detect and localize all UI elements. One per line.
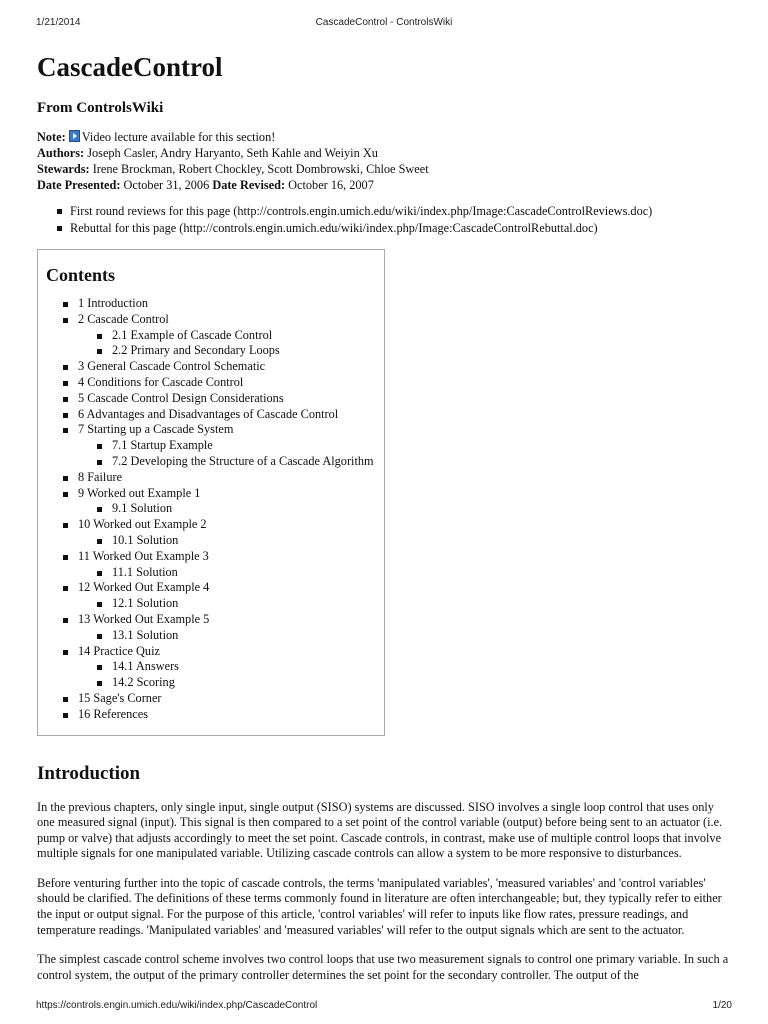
toc-item[interactable]: 7 Starting up a Cascade System	[46, 422, 384, 438]
review-links	[37, 203, 733, 237]
toc-subitem[interactable]: 10.1 Solution	[46, 533, 384, 549]
toc-subitem[interactable]: 11.1 Solution	[46, 565, 384, 581]
note-text[interactable]: Video lecture available for this section!	[81, 130, 276, 144]
toc-item[interactable]: 4 Conditions for Cascade Control	[46, 375, 384, 391]
toc-item[interactable]: 9 Worked out Example 1	[46, 486, 384, 502]
toc-subitem[interactable]: 2.1 Example of Cascade Control	[46, 328, 384, 344]
toc-item[interactable]: 1 Introduction	[46, 296, 384, 312]
toc-item[interactable]: 15 Sage's Corner	[46, 691, 384, 707]
dates-line	[37, 177, 733, 193]
toc-item[interactable]: 14 Practice Quiz	[46, 644, 384, 660]
print-title: CascadeControl - ControlsWiki	[315, 17, 453, 28]
page-number: 1/20	[712, 1000, 732, 1011]
authors-value: Joseph Casler, Andry Haryanto, Seth Kahle and Weiyin Xu	[87, 146, 378, 160]
toc-item[interactable]: 11 Worked Out Example 3	[46, 549, 384, 565]
table-of-contents	[37, 249, 385, 736]
print-footer	[36, 1000, 732, 1014]
rebuttal-link[interactable]: Rebuttal for this page (http://controls.engin.umich.edu/wiki/index.php/Image:CascadeControlRebuttal.doc)	[70, 220, 733, 237]
review-link[interactable]: First round reviews for this page (http://controls.engin.umich.edu/wiki/index.php/Image:CascadeControlReviews.doc)	[70, 203, 733, 220]
toc-item[interactable]: 16 References	[46, 707, 384, 723]
toc-subitem[interactable]: 14.2 Scoring	[46, 675, 384, 691]
article-meta	[37, 129, 733, 193]
toc-subitem[interactable]: 9.1 Solution	[46, 501, 384, 517]
stewards-label: Stewards:	[37, 162, 90, 176]
intro-paragraph-3: The simplest cascade control scheme involves two control loops that use two measurement signals to control one primary variable. In such a control system, the output of the primary controller determines the set point for the secondary controller. The output of the	[37, 952, 729, 982]
toc-item[interactable]: 5 Cascade Control Design Considerations	[46, 391, 384, 407]
authors-line	[37, 145, 733, 161]
toc-title: Contents	[46, 265, 116, 285]
toc-item[interactable]: 2 Cascade Control	[46, 312, 384, 328]
toc-item[interactable]: 12 Worked Out Example 4	[46, 580, 384, 596]
intro-paragraph-2: Before venturing further into the topic of cascade controls, the terms 'manipulated variables', 'measured variables' and 'control variables' should be clarified. The definitions of these terms commonly found in literature are often interchangeable; but, they typically refer to either the input or output signal. For the purpose of this article, 'control variables' will refer to inputs like flow rates, pressure readings, and temperature readings. 'Manipulated variables' and 'measured variables' will refer to the output signals which are sent to the actuator.	[37, 875, 722, 937]
article-content	[37, 50, 733, 983]
toc-list	[46, 296, 384, 723]
print-url: https://controls.engin.umich.edu/wiki/index.php/CascadeControl	[36, 1000, 318, 1011]
print-date: 1/21/2014	[36, 17, 81, 28]
date-presented-label: Date Presented:	[37, 178, 121, 192]
stewards-value: Irene Brockman, Robert Chockley, Scott Dombrowski, Chloe Sweet	[92, 162, 429, 176]
toc-subitem[interactable]: 12.1 Solution	[46, 596, 384, 612]
page-title: CascadeControl	[37, 52, 223, 82]
authors-label: Authors:	[37, 146, 85, 160]
toc-subitem[interactable]: 14.1 Answers	[46, 659, 384, 675]
date-presented-value: October 31, 2006	[123, 178, 210, 192]
introduction-heading: Introduction	[37, 762, 141, 784]
note-label: Note:	[37, 130, 66, 144]
toc-subitem[interactable]: 2.2 Primary and Secondary Loops	[46, 343, 384, 359]
toc-item[interactable]: 13 Worked Out Example 5	[46, 612, 384, 628]
toc-subitem[interactable]: 13.1 Solution	[46, 628, 384, 644]
page-subtitle: From ControlsWiki	[37, 100, 164, 116]
toc-item[interactable]: 3 General Cascade Control Schematic	[46, 359, 384, 375]
video-icon[interactable]	[69, 130, 80, 142]
stewards-line	[37, 161, 733, 177]
note-line	[37, 129, 733, 145]
intro-paragraph-1: In the previous chapters, only single input, single output (SISO) systems are discussed. SISO involves a single loop control that uses only one measured signal (input). This signal is then compared to a set point of the control variable (output) before being sent to an actuator (i.e. pump or valve) that adjusts accordingly to meet the set point. Cascade controls, in contrast, make use of multiple control loops that involve multiple signals for one manipulated variable. Utilizing cascade controls can allow a system to be more responsive to disturbances.	[37, 799, 723, 861]
toc-item[interactable]: 10 Worked out Example 2	[46, 517, 384, 533]
toc-item[interactable]: 8 Failure	[46, 470, 384, 486]
toc-item[interactable]: 6 Advantages and Disadvantages of Cascade Control	[46, 407, 384, 423]
date-revised-value: October 16, 2007	[288, 178, 374, 192]
print-header	[36, 17, 732, 31]
toc-subitem[interactable]: 7.2 Developing the Structure of a Cascade Algorithm	[46, 454, 384, 470]
toc-subitem[interactable]: 7.1 Startup Example	[46, 438, 384, 454]
date-revised-label: Date Revised:	[212, 178, 286, 192]
